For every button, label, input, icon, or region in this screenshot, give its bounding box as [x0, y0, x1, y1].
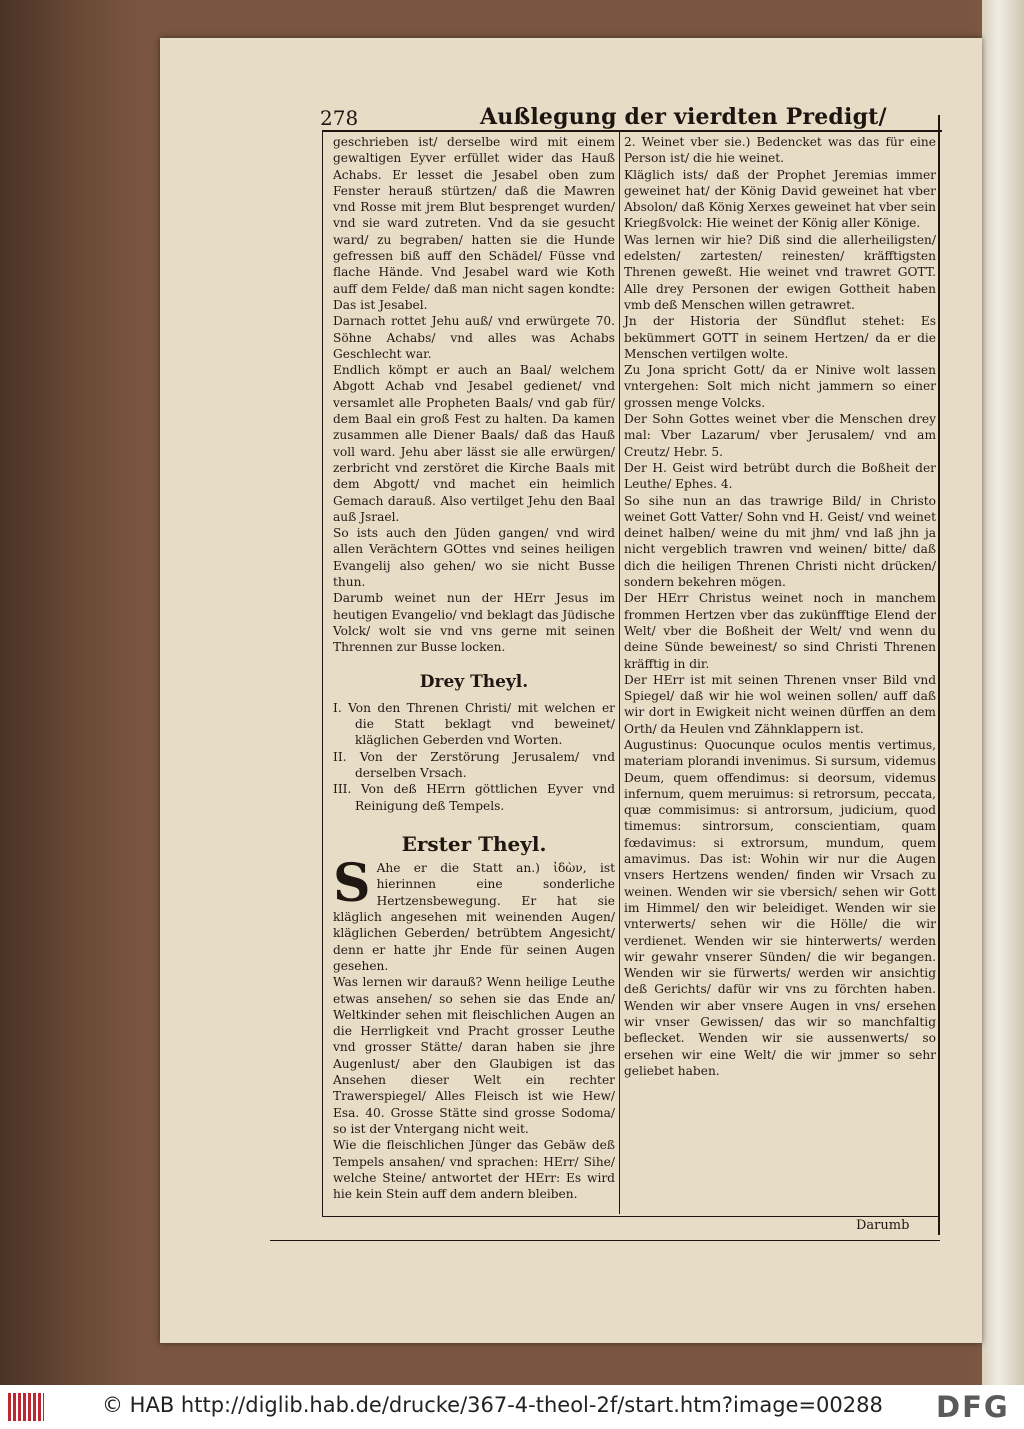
paragraph: Endlich kömpt er auch an Baal/ welchem Abgott Achab vnd Jesabel gedienet/ vnd versamlet alle Propheten Baals/ vnd gab für/ dem Baal ein groß Fest zu halten. Da kamen zusammen alle Diener Baals/ daß das Hauß voll ward. Jehu aber lässt sie alle erwürgen/ zerbricht vnd zerstöret die Kirche Baals mit dem Abgott/ vnd machet ein heimlich Gemach darauß. Also vertilget Jehu den Baal auß Jsrael. — [333, 363, 615, 524]
paragraph-text: Ahe er die Statt an.) ἰδὼν, ist hierinnen eine sonderliche Hertzensbewegung. Er hat sie kläglich angesehen mit weinenden Augen/ kläglichen Geberden/ betrübtem Angesicht/ denn er hatte jhr Ende für seinen Augen gesehen. — [333, 861, 615, 973]
section-heading-drey-theyl: Drey Theyl. — [419, 671, 529, 692]
list-item: II. Von der Zerstörung Jerusalem/ vnd derselben Vrsach. — [333, 749, 615, 780]
paragraph: Darnach rottet Jehu auß/ vnd erwürgete 70. Söhne Achabs/ vnd alles was Achabs Geschlecht war. — [333, 314, 615, 361]
paragraph: Was lernen wir darauß? Wenn heilige Leuthe etwas ansehen/ so sehen sie das Ende an/ Weltkinder sehen mit fleischlichen Augen an die Herrligkeit vnd Pracht grosser Leuthe vnd grosser Stätte/ daran haben sie jhre Augenlust/ aber den Glaubigen ist das Ansehen dieser Welt ein rechter Trawerspiegel/ Alles Fleisch ist wie Hew/ Esa. 40. Grosse Stätte sind grosse Sodoma/ so ist der Vntergang nicht weit. — [333, 975, 615, 1136]
text-bottom-rule — [322, 1216, 938, 1217]
barcode-icon — [8, 1393, 44, 1421]
paragraph: Darumb weinet nun der HErr Jesus im heutigen Evangelio/ vnd beklagt das Jüdische Volck/ wolt sie vnd vns gerne mit seinen Thrennen zur Busse locken. — [333, 591, 615, 655]
section-heading-erster-theyl: Erster Theyl. — [401, 831, 547, 856]
paragraph: Zu Jona spricht Gott/ da er Ninive wolt lassen vntergehen: Solt mich nicht jammern so einer grossen menge Volcks. — [624, 363, 936, 410]
viewer-footer — [0, 1385, 1024, 1429]
paragraph: Der HErr ist mit seinen Threnen vnser Bild vnd Spiegel/ daß wir hie wol weinen sollen/ auff daß wir dort in Ewigkeit nicht weinen dürffen an dem Orth/ da Heulen vnd Zähnklappern ist. — [624, 672, 936, 736]
dfg-logo: DFG — [936, 1390, 1010, 1424]
header-rule — [322, 130, 942, 132]
column-divider — [619, 132, 620, 1214]
page-number: 278 — [320, 106, 359, 130]
frame-left-rule — [322, 130, 323, 1216]
footer-rule — [270, 1240, 940, 1241]
paragraph: Wie die fleischlichen Jünger das Gebäw deß Tempels ansahen/ vnd sprachen: HErr/ Sihe/ welche Steine/ antwortet der HErr: Es wird hie kein Stein auff dem andern bleiben. — [333, 1138, 615, 1202]
left-column — [333, 134, 615, 1202]
paragraph: Jn der Historia der Sündflut stehet: Es bekümmert GOTT in seinem Hertzen/ da er die Menschen vertilgen wolte. — [624, 314, 936, 361]
paragraph: Der Sohn Gottes weinet vber die Menschen drey mal: Vber Lazarum/ vber Jerusalem/ vnd am Creutz/ Hebr. 5. — [624, 412, 936, 459]
augustinus-quote: Augustinus: Quocunque oculos mentis vertimus, materiam plorandi invenimus. Si sursum, videmus Deum, quem offendimus: si deorsum, videmus infernum, quem meruimus: si retrorsum, peccata, quæ commisimus: si antrorsum, judicium, quod timemus: sintrorsum, conscientiam, quam fœdavimus: si extrorsum, mundum, quem amavimus. Das ist: Wohin wir nur die Augen vnsers Hertzens wenden/ finden wir Vrsach zu weinen. Wenden wir sie vbersich/ sehen wir Gott im Himmel/ den wir beleidiget. Wenden wir sie vnterwerts/ sehen wir die Hölle/ die wir verdienet. Wenden wir sie hinterwerts/ werden wir gewahr vnserer Sünden/ die wir begangen. Wenden wir sie fürwerts/ werden wir ansichtig deß Gerichts/ dafür wir vns zu förchten haben. Wenden wir aber vnsere Augen in vns/ ersehen wir vnser Gewissen/ das wir so manchfaltig beflecket. Wenden wir sie aussenwerts/ so ersehen wir eine Welt/ die wir jmmer so sehr geliebet haben. — [624, 737, 936, 1078]
paragraph: So sihe nun an das trawrige Bild/ in Christo weinet Gott Vatter/ Sohn vnd H. Geist/ vnd weinet deinet halben/ weine du mit jhm/ vnd laß jhn ja nicht vergeblich trawren vnd weinen/ bitte/ daß dich die heiligen Threnen Christi nicht drücken/ sondern bekehren mögen. — [624, 493, 936, 590]
list-item: III. Von deß HErrn göttlichen Eyver vnd Reinigung deß Tempels. — [333, 782, 615, 813]
paragraph: Kläglich ists/ daß der Prophet Jeremias immer geweinet hat/ der König David geweinet hat vber Absolon/ daß König Xerxes geweinet hat vber sein Kriegßvolck: Hie weinet der König aller Könige. — [624, 167, 936, 231]
drop-cap: S — [333, 853, 371, 915]
book-page-edge — [982, 0, 1024, 1385]
list-item: I. Von den Threnen Christi/ mit welchen er die Statt beklagt vnd beweinet/ kläglichen Geberden vnd Worten. — [333, 700, 615, 748]
paragraph: geschrieben ist/ derselbe wird mit einem gewaltigen Eyver erfüllet wider das Hauß Achabs. Er lesset die Jesabel oben zum Fenster herauß stürtzen/ daß die Mawren vnd Rosse mit jrem Blut besprenget wurden/ vnd sie ward zutreten. Vnd da sie gesucht ward/ zu begraben/ hatten sie die Hunde gefressen biß auff den Schädel/ Füsse vnd flache Hände. Vnd Jesabel ward wie Koth auff dem Felde/ daß man nicht sagen kondte: Das ist Jesabel. — [333, 135, 615, 312]
running-head: Außlegung der vierdten Predigt/ — [480, 104, 887, 130]
page-header — [320, 106, 942, 132]
paragraph: So ists auch den Jüden gangen/ vnd wird allen Verächtern GOttes vnd seines heiligen Evangelij also gehen/ wo sie nicht Busse thun. — [333, 526, 615, 590]
paragraph: 2. Weinet vber sie.) Bedencket was das für eine Person ist/ die hie weinet. — [624, 135, 936, 166]
paragraph: Der HErr Christus weinet noch in manchem frommen Hertzen vber das zukünfftige Elend der Welt/ vber die Boßheit der Welt/ vnd wenn du deine Sünde beweinest/ so sind Christi Threnen kräfftig in dir. — [624, 591, 936, 671]
paragraph: Was lernen wir hie? Diß sind die allerheiligsten/ edelsten/ zartesten/ reinesten/ kräfftigsten Threnen geweßt. Hie weinet vnd trawret GOTT. Alle drey Personen der ewigen Gottheit haben vmb deß Menschen willen getrawret. — [624, 232, 936, 312]
parts-list — [333, 700, 615, 814]
catchword: Darumb — [856, 1218, 910, 1233]
frame-right-rule — [938, 115, 940, 1235]
source-link[interactable]: © HAB http://diglib.hab.de/drucke/367-4-theol-2f/start.htm?image=00288 — [102, 1393, 883, 1417]
right-column — [624, 134, 936, 1079]
paragraph — [333, 853, 615, 974]
paragraph: Der H. Geist wird betrübt durch die Boßheit der Leuthe/ Ephes. 4. — [624, 460, 936, 492]
